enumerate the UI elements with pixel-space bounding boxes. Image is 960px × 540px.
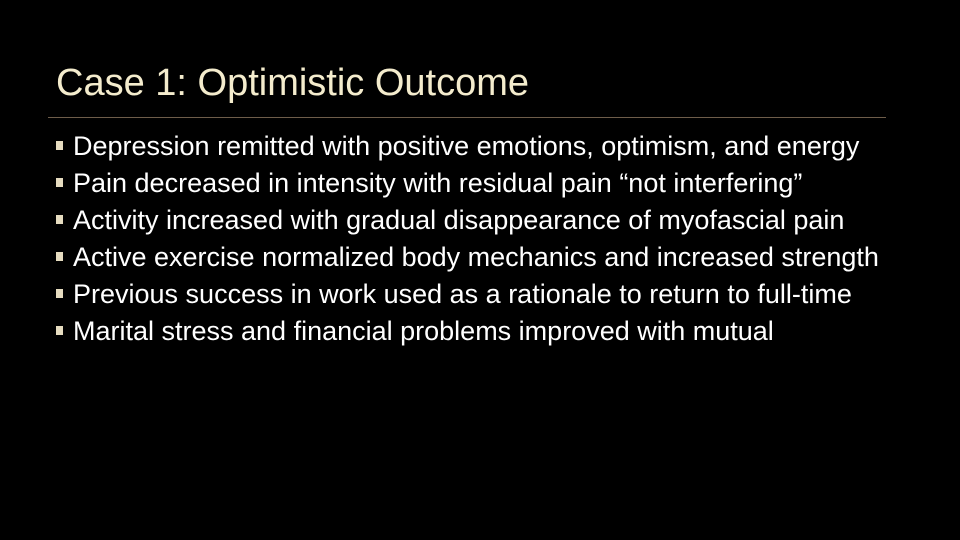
bullet-text: Pain decreased in intensity with residual pain “not interfering” — [73, 168, 803, 198]
bullet-item — [56, 278, 916, 310]
square-bullet-icon — [56, 215, 63, 224]
slide-title: Case 1: Optimistic Outcome — [56, 62, 530, 104]
bullet-text: Depression remitted with positive emotions, optimism, and energy — [73, 131, 860, 161]
bullet-item — [56, 130, 916, 162]
title-divider — [48, 117, 886, 118]
bullet-list — [56, 130, 916, 352]
bullet-item — [56, 315, 916, 347]
square-bullet-icon — [56, 326, 63, 335]
square-bullet-icon — [56, 289, 63, 298]
square-bullet-icon — [56, 252, 63, 261]
bullet-text: Active exercise normalized body mechanics and increased strength — [73, 242, 879, 272]
square-bullet-icon — [56, 178, 63, 187]
bullet-text: Previous success in work used as a rationale to return to full-time — [73, 279, 852, 309]
square-bullet-icon — [56, 141, 63, 150]
bullet-item — [56, 167, 916, 199]
bullet-text: Activity increased with gradual disappearance of myofascial pain — [73, 205, 845, 235]
bullet-text: Marital stress and financial problems improved with mutual — [73, 316, 774, 346]
bullet-item — [56, 204, 916, 236]
bullet-item — [56, 241, 916, 273]
